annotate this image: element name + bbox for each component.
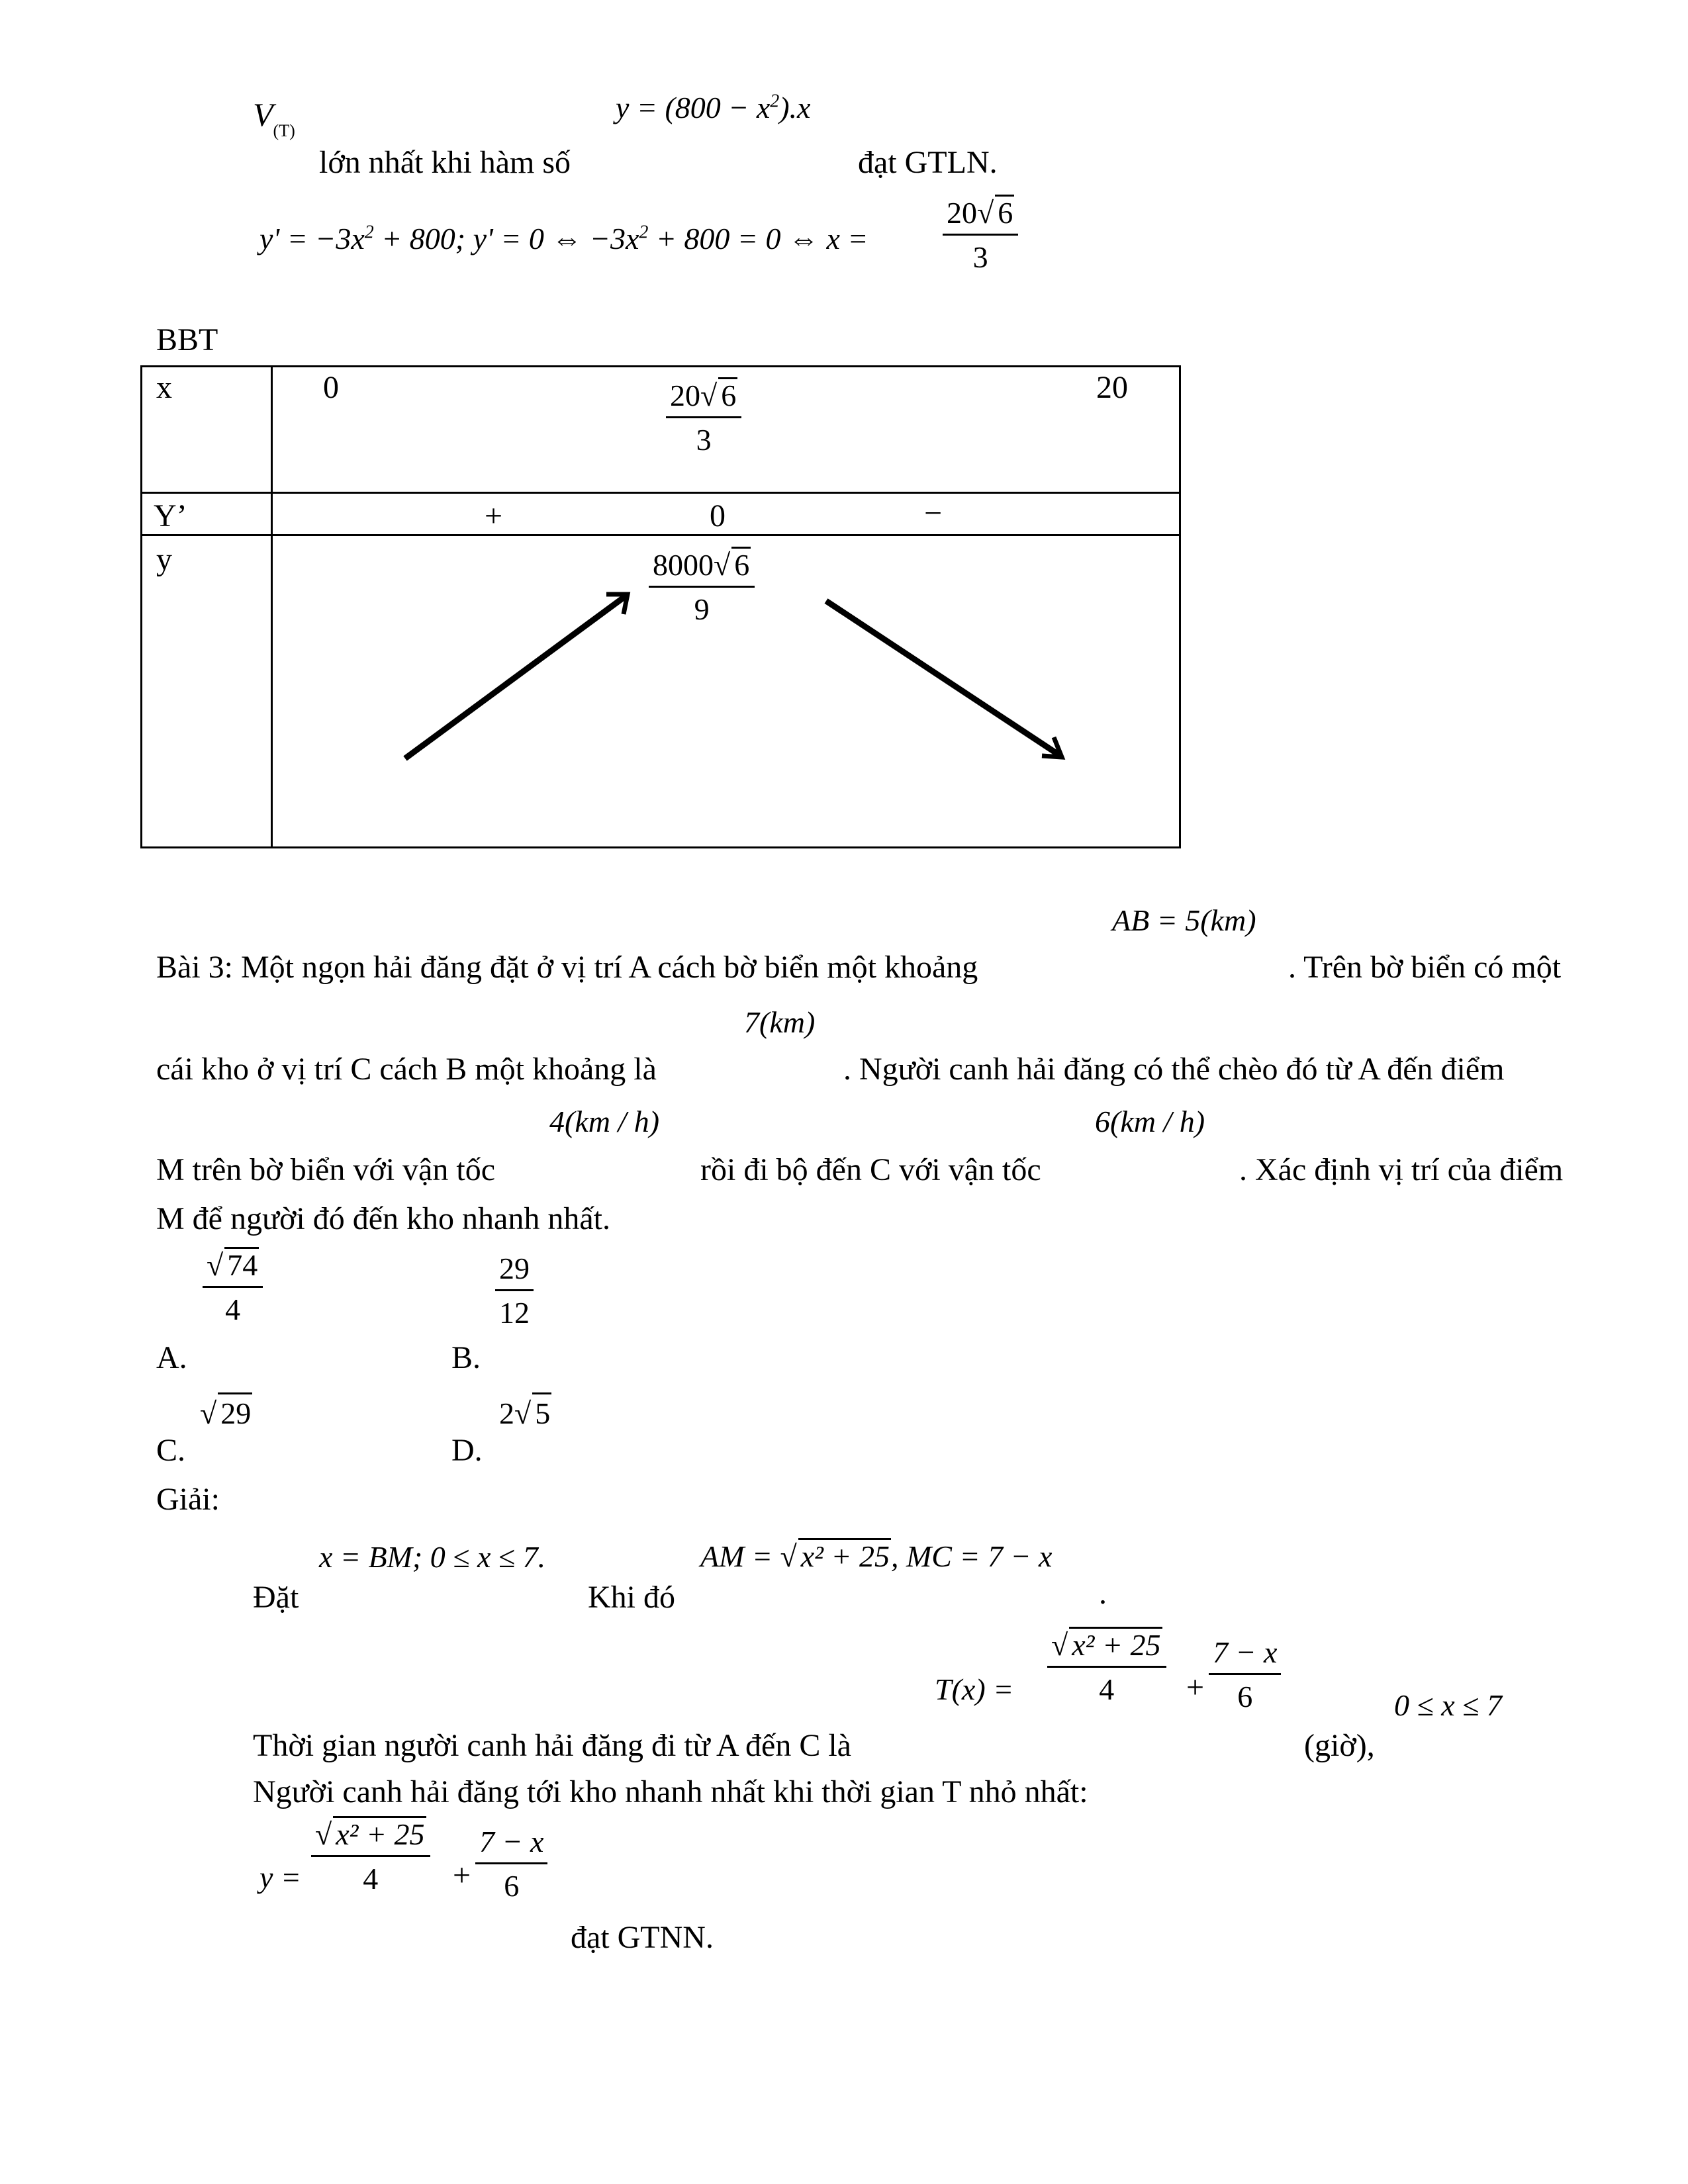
y-lhs: y = [259, 1860, 301, 1894]
time-text: Thời gian người canh hải đăng đi từ A đến C là [253, 1728, 851, 1763]
option-c-value: √ 29 [200, 1392, 252, 1431]
y-plus: + [453, 1858, 471, 1893]
boat-speed: 4(km / h) [549, 1105, 660, 1138]
derivative-equation: $y' = -3x^2 + 800$; y' = 0 ⇔ $-3x^2 + 800 = 0$ ⇔ x = [259, 222, 868, 255]
row-x-label: x [156, 370, 172, 405]
option-d-value: 2√ 5 [499, 1392, 551, 1431]
critical-point-fraction: $\frac{20√ 6}{3}$ [943, 195, 1018, 273]
x-critical-fraction: $\frac{20√ 6}{3}$ [666, 377, 741, 455]
p3-line1-b: . Trên bờ biển có một [1288, 950, 1562, 985]
sign-plus: + [485, 498, 503, 533]
solution-heading: Giải: [156, 1482, 220, 1517]
p3-line1-a: Bài 3: Một ngọn hải đăng đặt ở vị trí A cách bờ biển một khoảng [156, 950, 978, 985]
v-subscript: (T) [273, 121, 295, 140]
decreasing-arrow [826, 601, 1060, 756]
period: . [1099, 1576, 1107, 1611]
x-end: 20 [1096, 370, 1128, 405]
am-mc-formula: AM = √ x² + 25, MC = 7 − x [700, 1539, 1053, 1573]
gtnn-text: đạt GTNN. [571, 1920, 714, 1955]
option-a-label[interactable]: A. [156, 1340, 187, 1375]
x-start: 0 [323, 370, 339, 405]
p3-line3-a: M trên bờ biển với vận tốc [156, 1152, 495, 1187]
p3-line2-b: . Người canh hải đăng có thể chèo đó từ A đến điểm [843, 1052, 1505, 1087]
time-lhs: T(x) = [935, 1672, 1014, 1706]
walk-speed: 6(km / h) [1095, 1105, 1205, 1138]
function-formula: $y = (800 - x^2).x$ [616, 91, 811, 124]
row-y-label: y [156, 542, 172, 577]
time-term1: $\frac{\text{√ x² + 25}}{4}$ [1047, 1627, 1166, 1705]
p3-line4: M để người đó đến kho nhanh nhất. [156, 1201, 610, 1236]
y-max-fraction: $\frac{8000√ 6}{9}$ [649, 547, 755, 625]
option-c-label[interactable]: C. [156, 1433, 186, 1468]
sign-zero: 0 [710, 498, 726, 533]
v-symbol: $V_{(T)}$ [253, 96, 295, 140]
substitution: x = BM; 0 ≤ x ≤ 7. [319, 1540, 546, 1574]
option-d-label[interactable]: D. [451, 1433, 483, 1468]
p3-line3-c: . Xác định vị trí của điểm [1239, 1152, 1564, 1187]
time-plus: + [1186, 1670, 1205, 1705]
bbt-label: BBT [156, 322, 218, 357]
y-term2: $\frac{7 - x}{6}$ [475, 1827, 547, 1901]
option-a-value: $\frac{√ 74}{4}$ [203, 1247, 263, 1325]
line1-text-a: lớn nhất khi hàm số [319, 145, 571, 180]
fastest-text: Người canh hải đăng tới kho nhanh nhất khi thời gian T nhỏ nhất: [253, 1774, 1088, 1809]
domain: 0 ≤ x ≤ 7 [1394, 1688, 1502, 1722]
khi-do-word: Khi đó [588, 1580, 675, 1615]
increasing-arrow [405, 596, 626, 758]
bc-distance: 7(km) [744, 1005, 816, 1039]
gio-unit: (giờ), [1304, 1728, 1375, 1763]
line1-text-b: đạt GTLN. [858, 145, 998, 180]
ab-distance: AB = 5(km) [1112, 903, 1256, 937]
y-term1: $\frac{\text{√ x² + 25}}{4}$ [311, 1816, 430, 1894]
option-b-value: $\frac{29}{12}$ [495, 1253, 534, 1328]
p3-line3-b: rồi đi bộ đến C với vận tốc [700, 1152, 1041, 1187]
dat-word: Đặt [253, 1580, 299, 1615]
time-term2: $\frac{7 - x}{6}$ [1209, 1637, 1281, 1712]
option-b-label[interactable]: B. [451, 1340, 481, 1375]
p3-line2-a: cái kho ở vị trí C cách B một khoảng là [156, 1052, 657, 1087]
sign-minus: − [924, 496, 943, 531]
row-yprime-label: Y’ [154, 498, 187, 533]
